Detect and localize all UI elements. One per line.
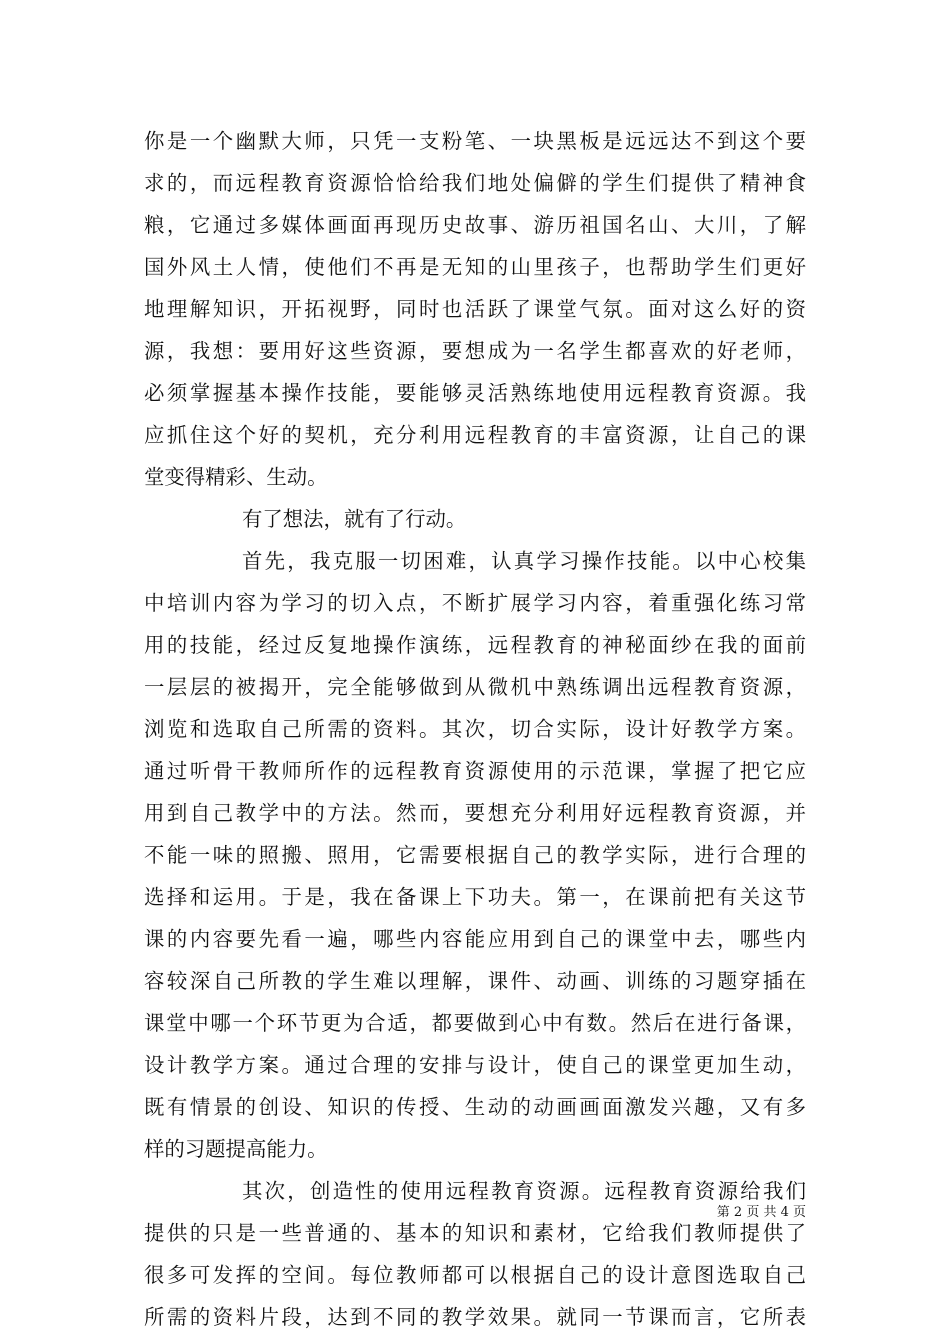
text-line: 地理解知识，开拓视野，同时也活跃了课堂气氛。面对这么好的资 xyxy=(144,297,806,321)
text-line: 首先，我克服一切困难，认真学习操作技能。以中心校集 xyxy=(242,549,806,573)
text-line: 应抓住这个好的契机，充分利用远程教育的丰富资源，让自己的课 xyxy=(144,423,806,447)
text-line: 你是一个幽默大师，只凭一支粉笔、一块黑板是远远达不到这个要 xyxy=(144,129,806,153)
text-line: 提供的只是一些普通的、基本的知识和素材，它给我们教师提供了 xyxy=(144,1221,806,1245)
text-line: 必须掌握基本操作技能，要能够灵活熟练地使用远程教育资源。我 xyxy=(144,381,806,405)
text-line: 设计教学方案。通过合理的安排与设计，使自己的课堂更加生动， xyxy=(144,1053,806,1077)
text-line: 粮，它通过多媒体画面再现历史故事、游历祖国名山、大川，了解 xyxy=(144,213,806,237)
text-line: 课堂中哪一个环节更为合适，都要做到心中有数。然后在进行备课， xyxy=(144,1011,806,1035)
text-line: 一层层的被揭开，完全能够做到从微机中熟练调出远程教育资源， xyxy=(144,675,806,699)
text-line: 浏览和选取自己所需的资料。其次，切合实际，设计好教学方案。 xyxy=(144,717,806,741)
text-line: 通过听骨干教师所作的远程教育资源使用的示范课，掌握了把它应 xyxy=(144,759,806,783)
text-line: 源，我想：要用好这些资源，要想成为一名学生都喜欢的好老师， xyxy=(144,339,806,363)
text-line: 用的技能，经过反复地操作演练，远程教育的神秘面纱在我的面前 xyxy=(144,633,806,657)
text-line: 很多可发挥的空间。每位教师都可以根据自己的设计意图选取自己 xyxy=(144,1263,806,1287)
text-line: 选择和运用。于是，我在备课上下功夫。第一，在课前把有关这节 xyxy=(144,885,806,909)
text-line: 有了想法，就有了行动。 xyxy=(242,507,467,531)
text-line: 堂变得精彩、生动。 xyxy=(144,465,328,489)
text-line: 课的内容要先看一遍，哪些内容能应用到自己的课堂中去，哪些内 xyxy=(144,927,806,951)
text-line: 不能一味的照搬、照用，它需要根据自己的教学实际，进行合理的 xyxy=(144,843,806,867)
page-number-footer: 第 2 页 共 4 页 xyxy=(716,1205,806,1220)
body-text xyxy=(144,120,806,1338)
text-line: 既有情景的创设、知识的传授、生动的动画画面激发兴趣，又有多 xyxy=(144,1095,806,1119)
text-line: 国外风土人情，使他们不再是无知的山里孩子，也帮助学生们更好 xyxy=(144,255,806,279)
text-line: 用到自己教学中的方法。然而，要想充分利用好远程教育资源，并 xyxy=(144,801,806,825)
text-line: 其次，创造性的使用远程教育资源。远程教育资源给我们 xyxy=(242,1179,806,1203)
text-line: 样的习题提高能力。 xyxy=(144,1137,328,1161)
text-line: 容较深自己所教的学生难以理解，课件、动画、训练的习题穿插在 xyxy=(144,969,806,993)
text-line: 求的，而远程教育资源恰恰给我们地处偏僻的学生们提供了精神食 xyxy=(144,171,806,195)
text-line: 所需的资料片段，达到不同的教学效果。就同一节课而言，它所表 xyxy=(144,1305,806,1329)
text-line: 中培训内容为学习的切入点，不断扩展学习内容，着重强化练习常 xyxy=(144,591,806,615)
